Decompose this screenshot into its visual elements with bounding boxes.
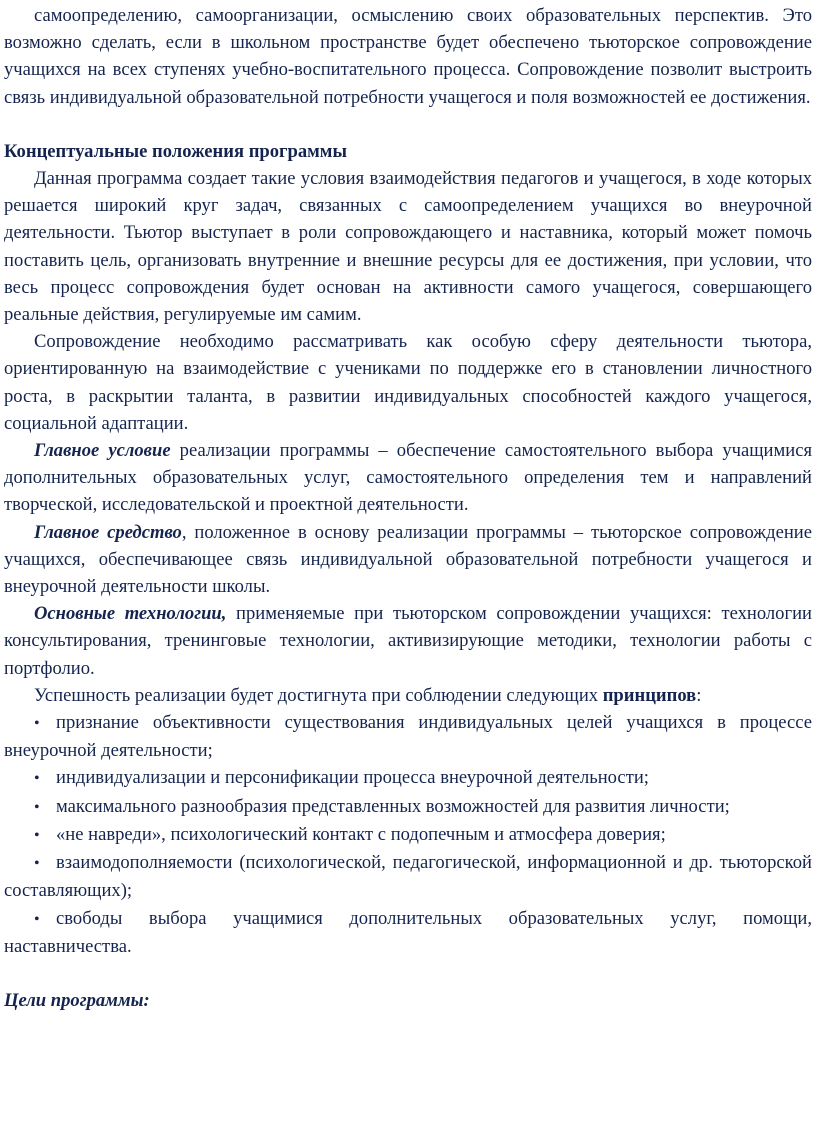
text-main-means: , положенное в основу реализации программы – тьюторское сопровождение учащихся, обеспечивающее связь индивидуальной образовательной потребности учащегося и внеурочной деятельности школы. xyxy=(4,521,813,598)
bullet-icon: • xyxy=(34,855,40,873)
term-main-technologies: Основные технологии, xyxy=(34,603,227,625)
term-main-condition: Главное условие xyxy=(34,440,171,462)
bullet-icon: • xyxy=(34,798,40,816)
text-main-technologies: применяемые при тьюторском сопровождении учащихся: технологии консультирования, тренинговые технологии, активизирующие методики, технологии работы с портфолио. xyxy=(4,603,812,679)
list-item xyxy=(4,905,812,960)
section-heading-concept: Концептуальные положения программы xyxy=(4,140,347,162)
paragraph-main-means xyxy=(4,519,812,601)
section-heading-goals: Цели программы: xyxy=(4,989,150,1011)
list-item-text: взаимодополняемости (психологической, педагогической, информационной и др. тьюторской составляющих); xyxy=(4,852,812,902)
bullet-icon: • xyxy=(34,770,40,788)
paragraph-program-conditions: Данная программа создает такие условия взаимодействия педагогов и учащегося, в ходе которых решается широкий круг задач, связанных с самоопределением учащихся во внеурочной деятельности. Тьютор выступает в роли сопровождающего и наставника, который может помочь поставить цель, организовать внутренние и внешние ресурсы для ее достижения, при условии, что весь процесс сопровождения будет основан на активности самого учащегося, совершающего реальные действия, регулируемые им самим. xyxy=(4,168,812,326)
list-item-text: максимального разнообразия представленных возможностей для развития личности; xyxy=(56,795,730,817)
bullet-icon: • xyxy=(34,826,40,844)
paragraph-main-condition xyxy=(4,437,812,519)
list-item-text: признание объективности существования индивидуальных целей учащихся в процессе внеурочной деятельности; xyxy=(4,712,812,762)
text-principles-start: Успешность реализации будет достигнута при соблюдении следующих xyxy=(34,684,603,706)
text-main-condition: реализации программы – обеспечение самостоятельного выбора учащимися дополнительных образовательных услуг, самостоятельного определения тем и направлений творческой, исследовательской и проектной деятельности. xyxy=(4,440,813,516)
intro-paragraph: самоопределению, самоорганизации, осмыслению своих образовательных перспектив. Это возможно сделать, если в школьном пространстве будет обеспечено тьюторское сопровождение учащихся на всех ступенях учебно-воспитательного процесса. Сопровождение позволит выстроить связь индивидуальной образовательной потребности учащегося и поля возможностей ее достижения. xyxy=(4,5,812,108)
principles-list xyxy=(4,709,812,960)
spacer xyxy=(4,960,812,987)
list-item-text: индивидуализации и персонификации процесса внеурочной деятельности; xyxy=(56,767,649,789)
bullet-icon: • xyxy=(34,715,40,733)
list-item xyxy=(4,764,812,792)
list-item-text: «не навреди», психологический контакт с подопечным и атмосфера доверия; xyxy=(56,823,666,845)
list-item-text: свободы выбора учащимися дополнительных образовательных услуг, помощи, наставничества. xyxy=(4,907,812,957)
term-principles: принципов xyxy=(602,684,697,706)
paragraph-principles-intro xyxy=(4,682,812,709)
list-item xyxy=(4,849,812,904)
text-principles-end: : xyxy=(696,684,702,706)
list-item xyxy=(4,793,812,821)
spacer xyxy=(4,111,812,138)
bullet-icon: • xyxy=(34,910,40,928)
paragraph-main-technologies xyxy=(4,600,812,682)
list-item xyxy=(4,709,812,764)
list-item xyxy=(4,821,812,849)
paragraph-support-sphere: Сопровождение необходимо рассматривать как особую сферу деятельности тьютора, ориентированную на взаимодействие с учениками по поддержке его в становлении личностного роста, в раскрытии таланта, в развитии индивидуальных способностей каждого учащегося, социальной адаптации. xyxy=(4,331,812,434)
term-main-means: Главное средство xyxy=(34,521,182,543)
